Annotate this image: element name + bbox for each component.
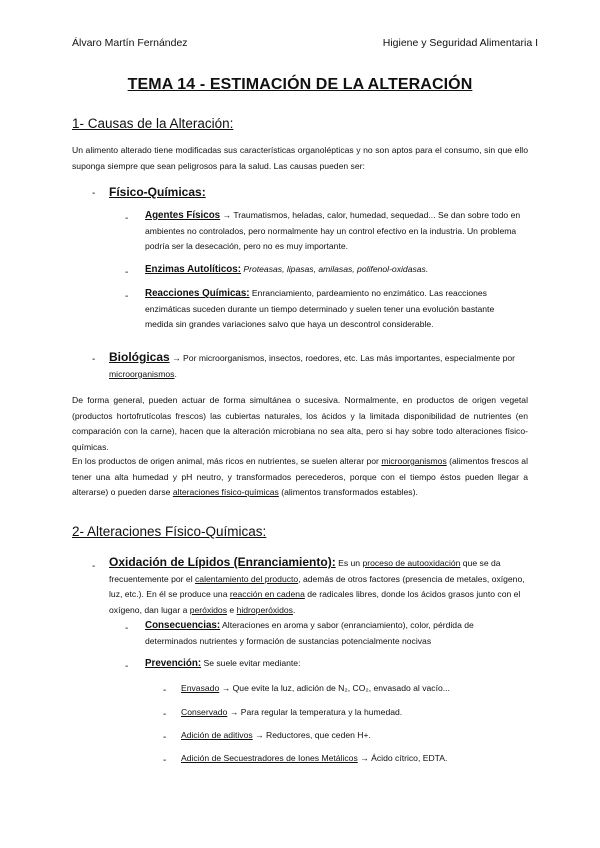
header-author: Álvaro Martín Fernández (72, 37, 188, 49)
header-subject: Higiene y Seguridad Alimentaria I (382, 37, 538, 49)
prevencion-subitem-secuestradores (181, 751, 526, 767)
fisico-item-text: → Traumatismos, heladas, calor, humedad, sequedad... Se dan sobre todo en ambientes no controlados, pero normalmente hay un control efectivo en la industria. Un problema podría ser la desecación, pero no es muy importante. (145, 210, 521, 251)
prevencion-subitem-text: → Reductores, que ceden H+. (252, 730, 371, 740)
bullet-dash: - (163, 685, 167, 696)
bullet-dash: - (163, 732, 167, 743)
fisico-item-reacciones (145, 286, 522, 333)
oxidacion-t4: de radicales libres, donde los ácidos grasos junto con el oxígeno, dan lugar a (109, 589, 521, 615)
bullet-dash: - (92, 188, 96, 199)
bullet-dash: - (92, 354, 96, 365)
prevencion-subitem-term: Adición de aditivos (181, 730, 253, 740)
biologicas-end: . (174, 368, 177, 379)
bullet-dash: - (163, 709, 167, 720)
bullet-dash: - (125, 623, 129, 634)
para3-u2: alteraciones físico-químicas (172, 487, 279, 497)
para3-b: (alimentos frescos al tener una alta humedad y pH neutro, y transformados perecederos, porque con el tiempo éstos pueden llegar a alterarse) o pueden darse (72, 456, 528, 497)
oxidacion-u1: proceso de autooxidación (362, 558, 461, 568)
fisico-item-text: Proteasas, lipasas, amilasas, polifenol-oxidasas. (240, 264, 429, 274)
para3-a: En los productos de origen animal, más ricos en nutrientes, se suelen alterar por (72, 456, 382, 466)
bullet-dash: - (125, 291, 129, 302)
section2-heading: 2- Alteraciones Físico-Químicas: (72, 524, 267, 539)
prevencion-subitem-aditivos (181, 728, 526, 744)
bullet-dash: - (92, 561, 96, 572)
biologicas-item (109, 350, 522, 382)
fisico-item-agentes (145, 208, 522, 255)
oxidacion-title: Oxidación de Lípidos (Enranciamiento): (109, 555, 336, 569)
biologicas-link: microorganismos (109, 368, 175, 379)
oxidacion-item (109, 555, 528, 618)
bullet-dash: - (125, 213, 129, 224)
bullet-dash: - (163, 755, 167, 766)
oxidacion-t1: Es un (335, 558, 363, 568)
fisico-title: Físico-Químicas: (109, 185, 206, 199)
section1-intro: Un alimento alterado tiene modificadas sus características organolépticas y no son aptos para el consumo, sin que ello suponga siempre que sean peligrosos para la salud. Las causas pueden ser: (72, 145, 528, 171)
oxidacion-t2: que se da frecuentemente por el (109, 558, 501, 584)
fisico-item-term: Reacciones Químicas: (145, 288, 250, 299)
consecuencias-title: Consecuencias: (145, 620, 221, 631)
prevencion-subitem-conservado (181, 705, 526, 721)
page-title: TEMA 14 - ESTIMACIÓN DE LA ALTERACIÓN (127, 76, 473, 93)
prevencion-subitem-text: → Que evite la luz, adición de N₂, CO₂, envasado al vacío... (219, 683, 450, 693)
prevencion-title: Prevención: (145, 658, 202, 669)
oxidacion-u4: peróxidos (189, 604, 228, 615)
para3-u1: microorganismos (381, 456, 447, 466)
fisico-item-term: Agentes Físicos (145, 210, 221, 221)
oxidacion-t3: , además de otros factores (presencia de metales, oxígeno, luz, etc.). En él se produce una (109, 573, 525, 599)
prevencion-subitem-term: Conservado (181, 707, 228, 717)
prevencion-text: Se suele evitar mediante: (201, 658, 301, 668)
consecuencias-text: Alteraciones en aroma y sabor (enranciamiento), color, pérdida de determinados nutrientes y formación de sustancias potencialmente nocivas (145, 620, 474, 646)
biologicas-text: → Por microorganismos, insectos, roedores, etc. Las más importantes, especialmente por (169, 353, 516, 363)
biologicas-title: Biológicas (109, 350, 170, 364)
oxidacion-t5: e (227, 604, 237, 615)
prevencion-subitem-term: Adición de Secuestradores de Iones Metálicos (181, 753, 358, 763)
prevencion-item (145, 656, 525, 672)
section1-para3 (72, 454, 528, 501)
oxidacion-u5: hidroperóxidos (236, 604, 293, 615)
oxidacion-u2: calentamiento del producto (195, 573, 299, 584)
fisico-item-term: Enzimas Autolíticos: (145, 264, 241, 275)
prevencion-subitem-text: → Para regular la temperatura y la humedad. (227, 707, 403, 717)
oxidacion-u3: reacción en cadena (229, 589, 305, 599)
fisico-item-text: Enranciamiento, pardeamiento no enzimático. Las reacciones enzimáticas suceden durante un tiempo determinado y suelen tener una evolución bastante medida sin grandes variaciones salvo que haya un descontrol considerable. (145, 288, 495, 329)
prevencion-subitem-term: Envasado (181, 683, 220, 693)
fisico-item-enzimas (145, 262, 522, 278)
section1-heading: 1- Causas de la Alteración: (72, 116, 234, 131)
prevencion-subitem-text: → Ácido cítrico, EDTA. (357, 753, 448, 763)
bullet-dash: - (125, 267, 129, 278)
prevencion-subitem-envasado (181, 681, 526, 697)
oxidacion-t6: . (292, 604, 296, 615)
bullet-dash: - (125, 661, 129, 672)
section1-para2: De forma general, pueden actuar de forma simultánea o sucesiva. Normalmente, en productos de origen vegetal (productos hortofrutícolas frescos) las cubiertas naturales, los ácidos y la limitada disponibilidad de nutrientes (en comparación con la carne), hacen que la alteración microbiana no sea alta, pero si hay sobre todo alteraciones físico-químicas. (72, 395, 528, 452)
consecuencias-item (145, 618, 525, 649)
para3-c: (alimentos transformados estables). (278, 487, 418, 497)
